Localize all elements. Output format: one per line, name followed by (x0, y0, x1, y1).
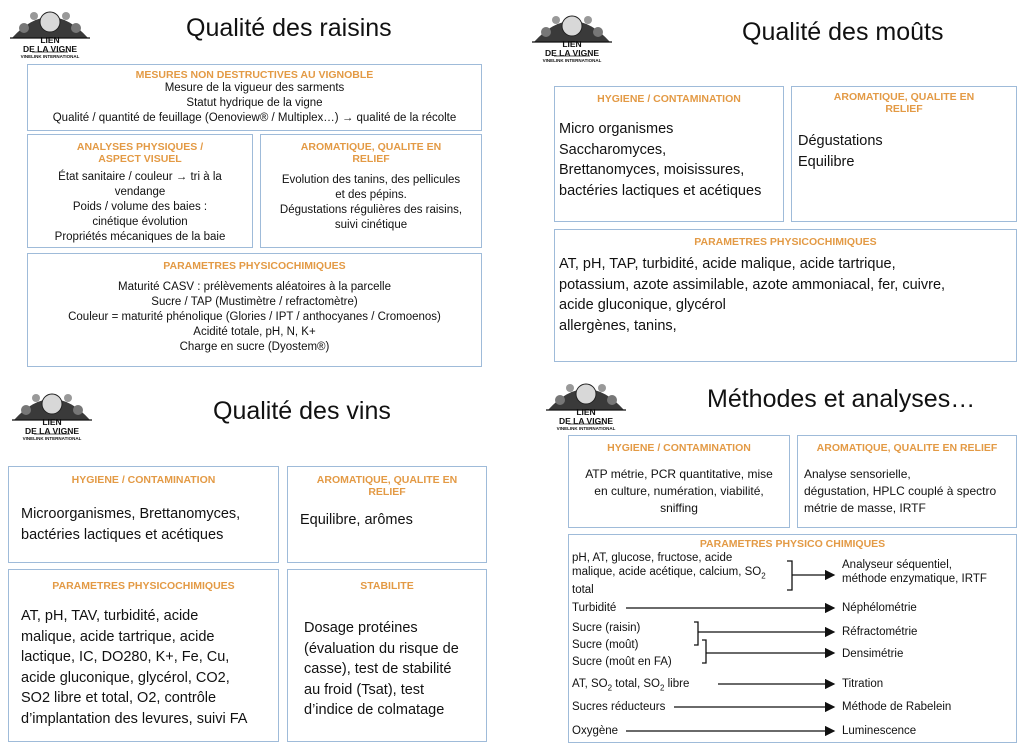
box-line: en culture, numération, viabilité, (594, 484, 764, 498)
method-row-turbidite: Turbidité (572, 602, 617, 614)
section-title-raisins: Qualité des raisins (186, 14, 392, 42)
box-header: AROMATIQUE, QUALITE EN RELIEF (300, 141, 442, 165)
method-result-luminescence: Luminescence (842, 725, 917, 737)
section-title-methodes: Méthodes et analyses… (707, 385, 976, 413)
box-line: ATP métrie, PCR quantitative, mise (585, 467, 773, 481)
box-header: PARAMETRES PHYSICOCHIMIQUES (694, 236, 877, 248)
box-line: métrie de masse, IRTF (804, 501, 926, 515)
box-line: Couleur = maturité phénolique (Glories / IPT / anthocyanes / Cromoenos) (68, 311, 441, 323)
method-result-refractometrie: Réfractométrie (842, 626, 918, 638)
box-line: sniffing (660, 501, 698, 515)
box-line: acide gluconique, glycérol, CO2, (21, 669, 230, 686)
box-line: Mesure de la vigueur des sarments (164, 82, 345, 94)
box-header: AROMATIQUE, QUALITE EN RELIEF (833, 91, 975, 115)
bracket-icon (694, 622, 698, 645)
box-line: bactéries lactiques et acétiques (559, 182, 762, 199)
box-line: vendange (114, 186, 166, 198)
logo-subtext: VINELINK INTERNATIONAL (20, 54, 80, 59)
box-line: cinétique évolution (92, 216, 188, 228)
box-line: bactéries lactiques et acétiques (21, 526, 224, 543)
method-result-densimetrie: Densimétrie (842, 648, 904, 660)
box-line: allergènes, tanins, (559, 317, 677, 334)
box-line: Equilibre, arômes (300, 512, 413, 528)
box-line: Evolution des tanins, des pellicules (281, 174, 461, 186)
bracket-icon (702, 640, 706, 663)
box-line: Qualité / quantité de feuillage (Oenoview® / Multiplex…) → qualité de la récolte (52, 112, 457, 124)
method-row-sucres-reducteurs: Sucres réducteurs (572, 701, 666, 713)
method-result-nephelometrie: Néphélométrie (842, 602, 917, 614)
logo-text: LIEN DE LA VIGNE (25, 417, 79, 436)
box-line: Micro organismes (559, 121, 674, 137)
box-line: Dégustations régulières des raisins, (279, 204, 463, 216)
method-row-sucre-raisin: Sucre (raisin) (572, 622, 641, 634)
box-line: Statut hydrique de la vigne (186, 97, 323, 109)
box-line: État sanitaire / couleur → tri à la (58, 171, 222, 183)
box-header: HYGIENE / CONTAMINATION (71, 474, 216, 486)
bracket-icon (787, 561, 792, 590)
box-line: SO2 libre et total, O2, contrôle (21, 690, 217, 706)
method-row-oxygene: Oxygène (572, 725, 619, 737)
method-result-rabelein: Méthode de Rabelein (842, 701, 952, 713)
logo-text: LIEN DE LA VIGNE (545, 39, 599, 58)
box-line: suivi cinétique (334, 219, 408, 231)
box-line: Sucre / TAP (Mustimètre / refractomètre) (151, 296, 358, 308)
box-line: au froid (Tsat), test (304, 681, 425, 698)
logo-subtext: VINELINK INTERNATIONAL (22, 436, 82, 441)
box-line: Acidité totale, pH, N, K+ (193, 326, 316, 338)
method-result-analyseur: Analyseur séquentiel, méthode enzymatique, IRTF (842, 559, 987, 585)
section-title-mouts: Qualité des moûts (742, 18, 944, 46)
box-header: HYGIENE / CONTAMINATION (597, 93, 741, 105)
logo-text: LIEN DE LA VIGNE (23, 35, 77, 54)
section-title-vins: Qualité des vins (213, 397, 391, 425)
box-line: AT, pH, TAP, turbidité, acide malique, acide tartrique, (559, 256, 896, 272)
box-line: Maturité CASV : prélèvements aléatoires à la parcelle (118, 281, 391, 293)
box-line: Analyse sensorielle, (804, 467, 911, 481)
box-header: AROMATIQUE, QUALITE EN RELIEF (316, 474, 458, 498)
box-line: d’implantation des levures, suivi FA (21, 710, 248, 727)
method-row-sucre-mout-fa: Sucre (moût en FA) (572, 656, 672, 668)
box-line: lactique, IC, DO280, K+, Fe, Cu, (21, 649, 230, 665)
box-line: dégustation, HPLC couplé à spectro (804, 484, 997, 498)
box-line: malique, acide tartrique, acide (21, 628, 215, 645)
logo-subtext: VINELINK INTERNATIONAL (556, 426, 616, 431)
method-row-sucre-mout: Sucre (moût) (572, 639, 639, 651)
box-line: d’indice de colmatage (304, 702, 445, 718)
box-line: et des pépins. (335, 189, 407, 201)
box-header: PARAMETRES PHYSICO CHIMIQUES (699, 538, 886, 550)
box-line: AT, pH, TAV, turbidité, acide (21, 608, 199, 624)
box-line: Charge en sucre (Dyostem®) (179, 341, 330, 353)
box-line: Microorganismes, Brettanomyces, (21, 506, 241, 522)
logo-text: LIEN DE LA VIGNE (559, 407, 613, 426)
box-line: acide gluconique, glycérol (559, 297, 726, 313)
box-line: Saccharomyces, (559, 141, 667, 158)
box-line: (évaluation du risque de (304, 640, 459, 657)
box-header: PARAMETRES PHYSICOCHIMIQUES (52, 580, 235, 592)
box-header: STABILITE (360, 580, 414, 592)
box-line: Propriétés mécaniques de la baie (54, 231, 226, 243)
box-header: PARAMETRES PHYSICOCHIMIQUES (163, 260, 346, 272)
box-header: MESURES NON DESTRUCTIVES AU VIGNOBLE (135, 69, 374, 81)
box-header: ANALYSES PHYSIQUES / ASPECT VISUEL (76, 141, 204, 165)
box-header: AROMATIQUE, QUALITE EN RELIEF (816, 442, 998, 454)
method-result-titration: Titration (842, 678, 884, 690)
box-header: HYGIENE / CONTAMINATION (607, 442, 751, 454)
box-line: Brettanomyces, moisissures, (559, 162, 745, 178)
method-row-at-so2: AT, $SO_2$ total, $SO_2$ libre (572, 678, 690, 693)
box-line: Poids / volume des baies : (72, 201, 208, 213)
logo-subtext: VINELINK INTERNATIONAL (542, 58, 602, 63)
box-line: casse), test de stabilité (304, 661, 452, 677)
box-line: Equilibre (798, 153, 855, 170)
box-line: potassium, azote assimilable, azote ammoniacal, fer, cuivre, (559, 276, 946, 293)
box-line: Dosage protéines (304, 620, 418, 636)
box-line: Dégustations (798, 133, 883, 149)
method-row-sequentiel: pH, AT, glucose, fructose, acide malique, acide acétique, calcium, $SO_2$ total (572, 552, 766, 597)
